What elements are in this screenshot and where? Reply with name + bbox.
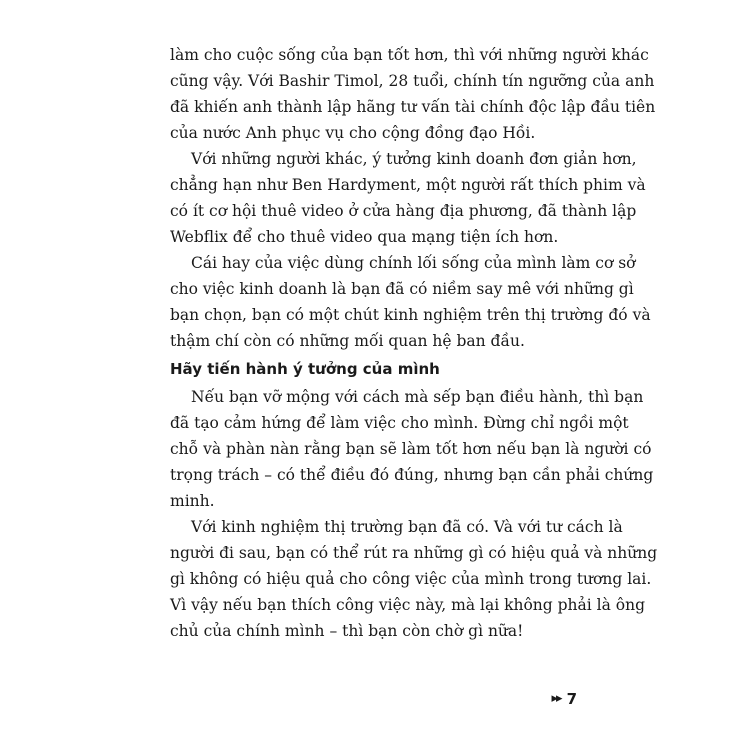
text-line: Webflix để cho thuê video qua mạng tiện ích hơn. (170, 228, 559, 246)
text-line: cho việc kinh doanh là bạn đã có niềm say mê với những gì (170, 280, 634, 298)
text-line: Với kinh nghiệm thị trường bạn đã có. Và với tư cách là (191, 518, 623, 536)
text-line: Cái hay của việc dùng chính lối sống của mình làm cơ sở (191, 254, 636, 272)
text-line: gì không có hiệu quả cho công việc của mình trong tương lai. (170, 570, 652, 588)
page-number: 7 (566, 690, 577, 708)
text-line: Nếu bạn vỡ mộng với cách mà sếp bạn điều hành, thì bạn (191, 388, 644, 406)
section-heading: Hãy tiến hành ý tưởng của mình (170, 360, 440, 378)
text-line: trọng trách – có thể điều đó đúng, nhưng bạn cần phải chứng (170, 466, 654, 484)
text-line: Với những người khác, ý tưởng kinh doanh đơn giản hơn, (191, 150, 637, 168)
double-chevron-right-icon: ▸▸ (551, 691, 561, 706)
text-line: làm cho cuộc sống của bạn tốt hơn, thì với những người khác (170, 46, 649, 64)
text-line: người đi sau, bạn có thể rút ra những gì có hiệu quả và những (170, 544, 658, 562)
text-line: đã khiến anh thành lập hãng tư vấn tài chính độc lập đầu tiên (170, 98, 656, 116)
text-line: chỗ và phàn nàn rằng bạn sẽ làm tốt hơn nếu bạn là người có (170, 440, 652, 458)
page-footer (552, 686, 578, 712)
text-line: của nước Anh phục vụ cho cộng đồng đạo Hồi. (170, 124, 536, 142)
text-line: chẳng hạn như Ben Hardyment, một người rất thích phim và (170, 176, 646, 194)
text-line: có ít cơ hội thuê video ở cửa hàng địa phương, đã thành lập (170, 202, 637, 220)
text-line: minh. (170, 492, 215, 510)
text-line: Vì vậy nếu bạn thích công việc này, mà lại không phải là ông (170, 596, 646, 614)
text-line: chủ của chính mình – thì bạn còn chờ gì nữa! (170, 622, 524, 640)
text-line: thậm chí còn có những mối quan hệ ban đầu. (170, 332, 525, 350)
text-line: đã tạo cảm hứng để làm việc cho mình. Đừng chỉ ngồi một (170, 414, 629, 432)
text-line: bạn chọn, bạn có một chút kinh nghiệm trên thị trường đó và (170, 306, 651, 324)
text-line: cũng vậy. Với Bashir Timol, 28 tuổi, chính tín ngưỡng của anh (170, 72, 655, 90)
